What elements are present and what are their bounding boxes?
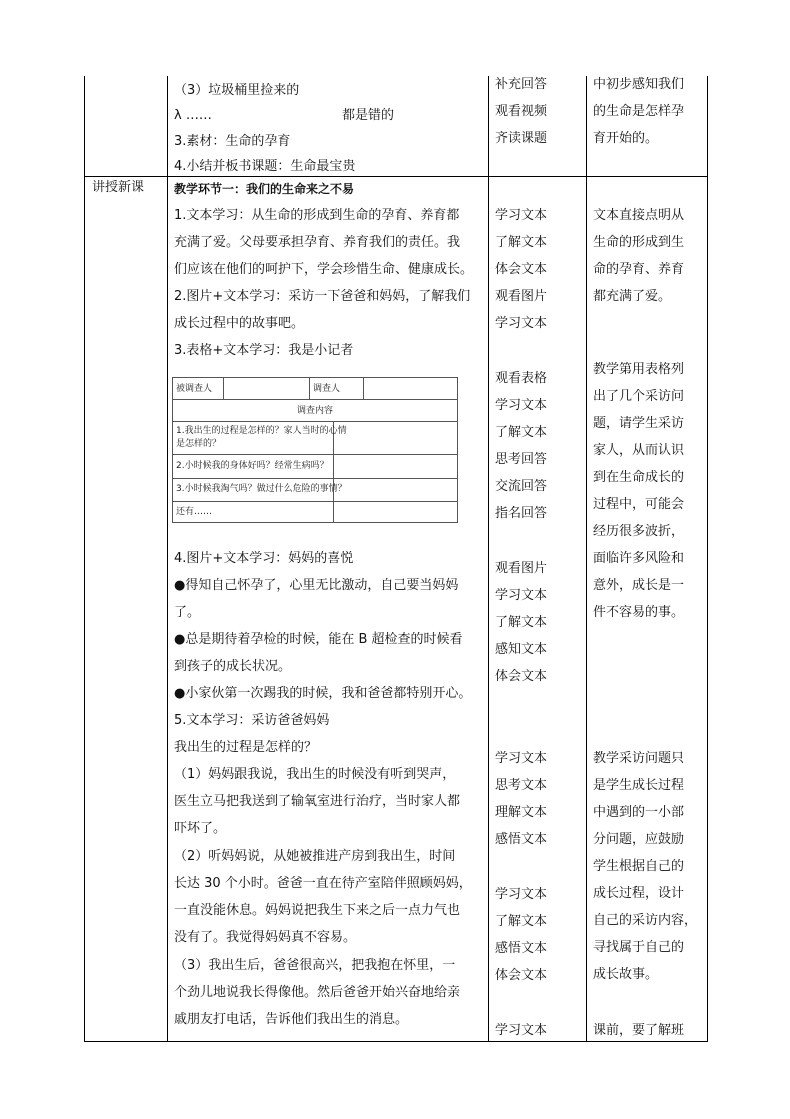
interview-question-2: 2.小时候我的身体好吗？经常生病吗？	[176, 461, 329, 471]
student-g2-2: 学习文本	[495, 398, 548, 413]
intent-g3-8: 寻找属于自己的	[593, 940, 685, 955]
student-g3-5: 体会文本	[495, 669, 548, 684]
content2-line-17: 个劲儿地说我长得像他。然后爸爸开始兴奋地给亲	[174, 985, 461, 1000]
student-g5-2: 了解文本	[495, 914, 548, 929]
stage-label: 讲授新课	[92, 180, 145, 195]
interview-grid-h5	[173, 501, 457, 502]
row1-content-line-1: （3）垃圾桶里捡来的	[174, 83, 300, 98]
content-line-5: 成长过程中的故事吧。	[174, 316, 305, 331]
content2-line-3: 了。	[174, 605, 201, 620]
table-row-divider	[84, 176, 708, 177]
student-g4-1: 学习文本	[495, 751, 548, 766]
student-g6-1: 学习文本	[495, 1023, 548, 1038]
row1-student-2: 观看视频	[495, 104, 548, 119]
row1-intent-2: 的生命是怎样孕	[593, 104, 685, 119]
intent-g1-1: 文本直接点明从	[593, 208, 685, 223]
interview-grid-h2	[173, 421, 457, 422]
intent-g2-2: 出了几个采访问	[593, 389, 685, 404]
intent-g1-2: 生命的形成到生	[593, 235, 685, 250]
intent-g2-8: 面临许多风险和	[593, 551, 685, 566]
row1-student-1: 补充回答	[495, 77, 548, 92]
interview-grid-h3	[173, 454, 457, 455]
table-divider-content	[488, 76, 489, 1042]
student-g5-1: 学习文本	[495, 887, 548, 902]
student-g5-4: 体会文本	[495, 968, 548, 983]
student-g1-4: 观看图片	[495, 289, 548, 304]
student-g5-3: 感悟文本	[495, 941, 548, 956]
student-g4-2: 思考文本	[495, 778, 548, 793]
content2-line-10: 医生立马把我送到了输氧室进行治疗，当时家人都	[174, 794, 461, 809]
content2-line-1: 4.图片+文本学习：妈妈的喜悦	[174, 551, 354, 566]
content2-line-14: 一直没能休息。妈妈说把我生下来之后一点力气也	[174, 903, 461, 918]
intent-g4-1: 课前，要了解班	[593, 1023, 685, 1038]
content2-line-9: （1）妈妈跟我说，我出生的时候没有听到哭声，	[174, 767, 456, 782]
interview-question-1b: 是怎样的？	[176, 439, 222, 449]
intent-g3-1: 教学采访问题只	[593, 751, 685, 766]
student-g2-4: 思考回答	[495, 452, 548, 467]
intent-g2-1: 教学第用表格列	[593, 362, 685, 377]
content2-line-4: ●总是期待着孕检的时候，能在 B 超检查的时候看	[174, 632, 463, 647]
interview-question-1a: 1.我出生的过程是怎样的？家人当时的心情	[176, 426, 347, 436]
student-g2-3: 了解文本	[495, 425, 548, 440]
student-g3-1: 观看图片	[495, 561, 548, 576]
intent-g1-3: 命的孕育、养育	[593, 262, 685, 277]
intent-g2-5: 到在生命成长的	[593, 470, 685, 485]
student-g3-3: 了解文本	[495, 615, 548, 630]
table-divider-student	[586, 76, 587, 1042]
interview-content-header: 调查内容	[297, 406, 334, 416]
intent-g3-5: 学生根据自己的	[593, 859, 685, 874]
interviewee-label: 被调查人	[176, 384, 213, 394]
student-g1-2: 了解文本	[495, 235, 548, 250]
content2-line-12: （2）听妈妈说，从她被推进产房到我出生，时间	[174, 849, 456, 864]
row1-content-line-2: λ ……	[174, 108, 212, 123]
row1-student-3: 齐读课题	[495, 131, 548, 146]
intent-g2-3: 题，请学生采访	[593, 416, 685, 431]
interview-question-etc: 还有……	[176, 507, 213, 517]
interview-grid-v1	[223, 378, 224, 399]
student-g3-4: 感知文本	[495, 642, 548, 657]
content-line-1: 1.文本学习：从生命的形成到生命的孕育、养育都	[174, 208, 460, 223]
intent-g1-4: 都充满了爱。	[593, 289, 672, 304]
content-line-6: 3.表格+文本学习：我是小记者	[174, 343, 354, 358]
intent-g3-2: 是学生成长过程	[593, 778, 685, 793]
content2-line-6: ●小家伙第一次踢我的时候，我和爸爸都特别开心。	[174, 686, 472, 701]
table-divider-stage	[167, 76, 168, 1042]
interview-grid-h4	[173, 478, 457, 479]
table-border-right	[707, 76, 708, 1042]
student-g4-4: 感悟文本	[495, 832, 548, 847]
content2-line-18: 戚朋友打电话，告诉他们我出生的消息。	[174, 1012, 409, 1027]
content2-line-7: 5.文本学习：采访爸爸妈妈	[174, 713, 330, 728]
intent-g2-9: 意外，成长是一	[593, 578, 685, 593]
student-g2-6: 指名回答	[495, 506, 548, 521]
intent-g2-7: 经历很多波折，	[593, 524, 685, 539]
interview-question-3: 3.小时候我淘气吗？做过什么危险的事情？	[176, 484, 347, 494]
intent-g2-6: 过程中，可能会	[593, 497, 685, 512]
row1-intent-3: 育开始的。	[593, 131, 659, 146]
table-border-bottom	[84, 1041, 708, 1042]
table-border-left	[84, 76, 85, 1042]
section-title: 教学环节一：我们的生命来之不易	[174, 182, 355, 196]
content2-line-15: 没有了。我觉得妈妈真不容易。	[174, 930, 357, 945]
student-g2-1: 观看表格	[495, 371, 548, 386]
content2-line-8: 我出生的过程是怎样的？	[174, 740, 318, 755]
row1-intent-1: 中初步感知我们	[593, 77, 685, 92]
content-line-2: 充满了爱。父母要承担孕育、养育我们的责任。我	[174, 235, 461, 250]
student-g1-5: 学习文本	[495, 316, 548, 331]
content2-line-11: 吓坏了。	[174, 821, 227, 836]
row1-content-line-3: 都是错的	[342, 108, 395, 123]
interview-grid-v3	[363, 378, 364, 399]
interview-grid-v2	[309, 378, 310, 399]
interview-table	[172, 377, 458, 523]
student-g1-3: 体会文本	[495, 262, 548, 277]
intent-g3-4: 分问题，应鼓励	[593, 832, 685, 847]
content2-line-5: 到孩子的成长状况。	[174, 659, 292, 674]
intent-g2-4: 家人，从而认识	[593, 443, 685, 458]
student-g4-3: 理解文本	[495, 805, 548, 820]
student-g3-2: 学习文本	[495, 588, 548, 603]
interview-grid-h1	[173, 399, 457, 400]
row1-content-line-4: 3.素材：生命的孕育	[174, 134, 291, 149]
intent-g3-7: 自己的采访内容，	[593, 913, 698, 928]
row1-content-line-5: 4.小结并板书课题：生命最宝贵	[174, 159, 356, 174]
content2-line-13: 长达 30 个小时。爸爸一直在待产室陪伴照顾妈妈，	[174, 876, 472, 891]
interviewer-label: 调查人	[313, 384, 341, 394]
intent-g2-10: 件不容易的事。	[593, 605, 685, 620]
content2-line-16: （3）我出生后，爸爸很高兴，把我抱在怀里，一	[174, 958, 456, 973]
content2-line-2: ●得知自己怀孕了，心里无比激动，自己要当妈妈	[174, 578, 459, 593]
content-line-3: 们应该在他们的呵护下，学会珍惜生命、健康成长。	[174, 262, 474, 277]
student-g2-5: 交流回答	[495, 479, 548, 494]
intent-g3-9: 成长故事。	[593, 967, 659, 982]
content-line-4: 2.图片+文本学习：采访一下爸爸和妈妈，了解我们	[174, 289, 471, 304]
student-g1-1: 学习文本	[495, 208, 548, 223]
intent-g3-6: 成长过程，设计	[593, 886, 685, 901]
intent-g3-3: 中遇到的一小部	[593, 805, 685, 820]
